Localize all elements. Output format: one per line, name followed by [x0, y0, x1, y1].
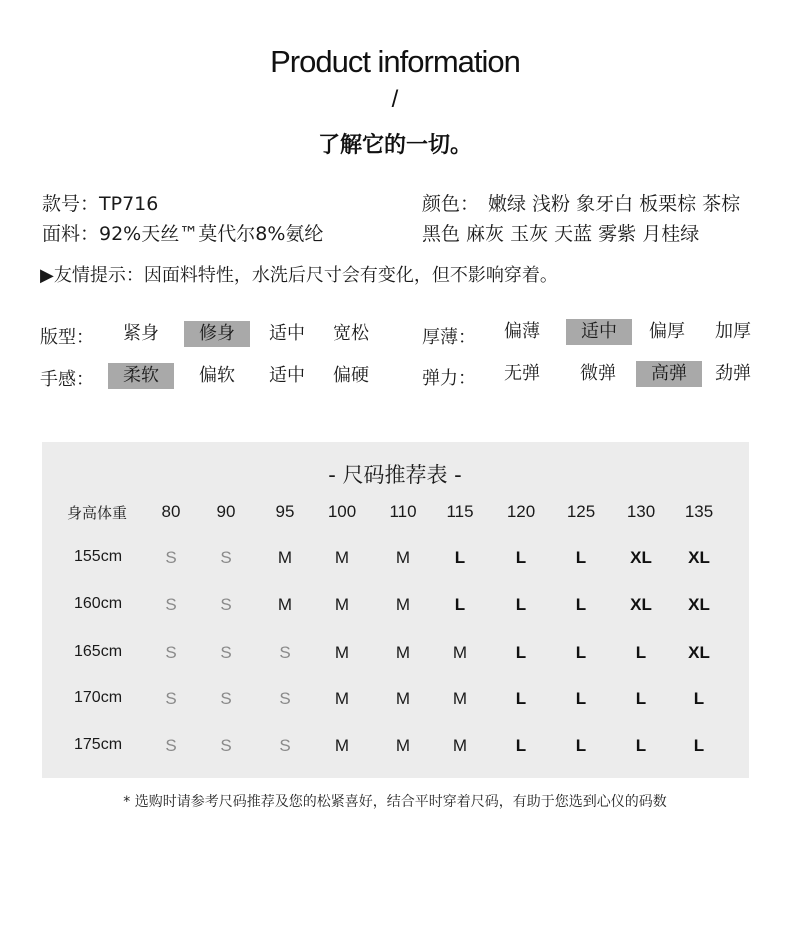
height-row-label: 175cm [74, 736, 123, 753]
size-cell: XL [630, 595, 652, 614]
size-cell: M [334, 643, 350, 662]
hand-feel-option: 偏硬 [333, 365, 369, 386]
size-cell: S [279, 643, 291, 662]
fabric-composition: 面料：92%天丝™莫代尔8%氨纶 [42, 223, 324, 245]
size-cell: S [220, 689, 232, 708]
size-cell: S [165, 548, 177, 567]
size-cell: L [515, 548, 527, 567]
fit-option: 宽松 [333, 323, 369, 344]
size-cell: M [452, 643, 468, 662]
weight-header-cell: 130 [626, 502, 656, 521]
size-cell: L [575, 643, 587, 662]
hand-feel-option: 偏软 [199, 365, 235, 386]
size-cell: M [334, 595, 350, 614]
size-cell: S [279, 736, 291, 755]
size-cell: L [454, 548, 466, 567]
size-cell: S [165, 595, 177, 614]
elasticity-option: 无弹 [504, 363, 540, 384]
elasticity-label: 弹力： [422, 368, 476, 389]
size-cell: M [334, 548, 350, 567]
size-cell: L [454, 595, 466, 614]
size-cell: L [575, 736, 587, 755]
thickness-option: 偏厚 [649, 321, 685, 342]
color-label: 颜色： [422, 193, 480, 215]
color-list-line1: 嫩绿 浅粉 象牙白 板栗棕 茶棕 [488, 193, 741, 215]
size-cell: M [395, 595, 411, 614]
size-cell: L [693, 736, 705, 755]
size-cell: L [575, 689, 587, 708]
page-title: Product information [270, 44, 520, 79]
size-cell: L [635, 689, 647, 708]
size-cell: XL [688, 548, 710, 567]
hand-feel-label: 手感： [40, 369, 94, 390]
size-cell: L [635, 736, 647, 755]
size-cell: M [334, 689, 350, 708]
size-cell: M [334, 736, 350, 755]
weight-header-cell: 110 [389, 502, 417, 521]
hand-feel-option: 柔软 [108, 363, 174, 389]
title-divider: / [391, 86, 399, 113]
fit-label: 版型： [40, 327, 94, 348]
size-cell: M [277, 548, 293, 567]
size-cell: S [165, 643, 177, 662]
care-tip: ▶友情提示：因面料特性，水洗后尺寸会有变化，但不影响穿着。 [40, 265, 558, 286]
size-cell: L [575, 548, 587, 567]
fit-option: 适中 [269, 323, 305, 344]
size-cell: S [220, 643, 232, 662]
weight-header-cell: 135 [684, 502, 714, 521]
height-row-label: 155cm [74, 548, 123, 565]
page-subtitle: 了解它的一切。 [317, 133, 472, 158]
thickness-option: 适中 [566, 319, 632, 345]
size-cell: S [279, 689, 291, 708]
weight-header-cell: 120 [506, 502, 536, 521]
weight-header-cell: 90 [216, 502, 236, 521]
size-chart-title: - 尺码推荐表 - [328, 463, 462, 487]
size-cell: M [395, 689, 411, 708]
hand-feel-option: 适中 [269, 365, 305, 386]
size-cell: L [515, 595, 527, 614]
weight-header-cell: 95 [275, 502, 295, 521]
weight-header-cell: 125 [566, 502, 596, 521]
thickness-option: 加厚 [715, 321, 751, 342]
size-cell: L [515, 643, 527, 662]
size-cell: XL [630, 548, 652, 567]
size-cell: M [452, 689, 468, 708]
size-chart-corner-label: 身高体重 [67, 505, 128, 522]
size-cell: M [277, 595, 293, 614]
size-cell: M [395, 736, 411, 755]
elasticity-option: 微弹 [580, 363, 616, 384]
style-number: 款号：TP716 [42, 193, 159, 215]
size-cell: S [165, 736, 177, 755]
elasticity-option: 劲弹 [715, 363, 751, 384]
size-cell: S [220, 548, 232, 567]
size-cell: L [635, 643, 647, 662]
size-advice-footnote: * 选购时请参考尺码推荐及您的松紧喜好，结合平时穿着尺码，有助于您选到心仪的码数 [123, 794, 667, 810]
elasticity-option: 高弹 [636, 361, 702, 387]
weight-header-cell: 80 [161, 502, 181, 521]
size-cell: L [693, 689, 705, 708]
size-cell: M [452, 736, 468, 755]
height-row-label: 165cm [74, 643, 123, 660]
height-row-label: 160cm [74, 595, 123, 612]
thickness-option: 偏薄 [504, 321, 540, 342]
size-cell: S [220, 595, 232, 614]
color-list-line2: 黑色 麻灰 玉灰 天蓝 雾紫 月桂绿 [422, 223, 700, 245]
size-cell: S [220, 736, 232, 755]
size-cell: L [515, 736, 527, 755]
thickness-label: 厚薄： [422, 327, 476, 348]
size-cell: XL [688, 595, 710, 614]
size-cell: XL [688, 643, 710, 662]
weight-header-cell: 115 [446, 502, 474, 521]
size-cell: M [395, 548, 411, 567]
size-cell: M [395, 643, 411, 662]
weight-header-cell: 100 [327, 502, 357, 521]
fit-option: 修身 [184, 321, 250, 347]
size-cell: S [165, 689, 177, 708]
height-row-label: 170cm [74, 689, 123, 706]
size-cell: L [575, 595, 587, 614]
fit-option: 紧身 [123, 323, 159, 344]
size-cell: L [515, 689, 527, 708]
